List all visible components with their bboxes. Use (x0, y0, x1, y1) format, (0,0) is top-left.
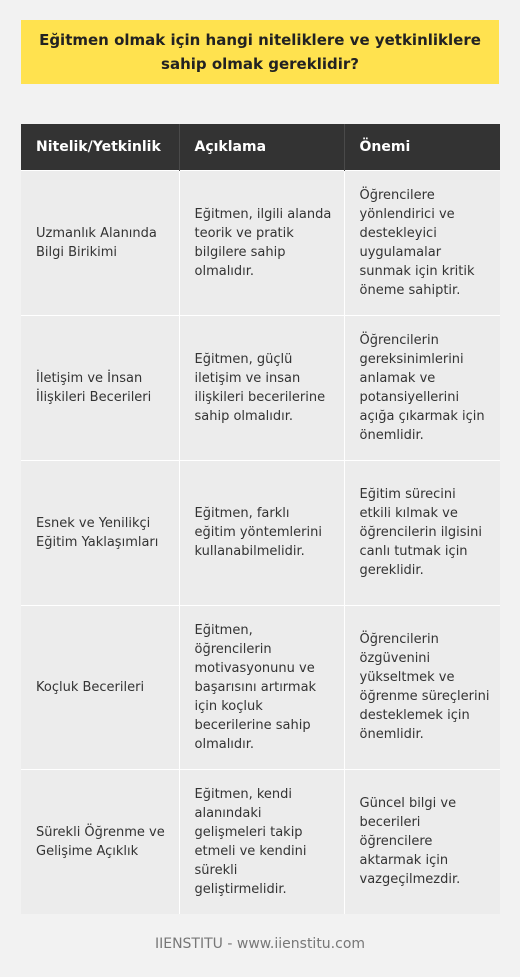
footer-credit: IIENSTITU - www.iienstitu.com (154, 936, 366, 952)
page-title: Eğitmen olmak için hangi niteliklere ve yetkinliklere sahip olmak gereklidir? (39, 31, 481, 73)
table-row (21, 315, 500, 460)
cell-importance: Öğrencilerin özgüvenini yükseltmek ve öğrenme süreçlerini desteklemek için önemlidir. (344, 605, 500, 769)
qualifications-table-container (21, 124, 500, 914)
cell-importance: Eğitim sürecini etkili kılmak ve öğrencilerin ilgisini canlı tutmak için gereklidir. (344, 460, 500, 605)
cell-description: Eğitmen, güçlü iletişim ve insan ilişkileri becerilerine sahip olmalıdır. (179, 315, 344, 460)
cell-qualification: Uzmanlık Alanında Bilgi Birikimi (21, 170, 179, 315)
column-header-qualification: Nitelik/Yetkinlik (21, 124, 179, 170)
cell-description: Eğitmen, öğrencilerin motivasyonunu ve başarısını artırmak için koçluk becerilerine sahip olmalıdır. (179, 605, 344, 769)
table-row (21, 605, 500, 769)
cell-qualification: Esnek ve Yenilikçi Eğitim Yaklaşımları (21, 460, 179, 605)
cell-description: Eğitmen, farklı eğitim yöntemlerini kullanabilmelidir. (179, 460, 344, 605)
table-row (21, 769, 500, 914)
cell-description: Eğitmen, ilgili alanda teorik ve pratik bilgilere sahip olmalıdır. (179, 170, 344, 315)
table-header-row (21, 124, 500, 170)
table-header (21, 124, 500, 170)
qualifications-table (21, 124, 500, 914)
cell-importance: Öğrencilere yönlendirici ve destekleyici uygulamalar sunmak için kritik öneme sahiptir. (344, 170, 500, 315)
column-header-description: Açıklama (179, 124, 344, 170)
column-header-importance: Önemi (344, 124, 500, 170)
table-row (21, 460, 500, 605)
cell-qualification: Koçluk Becerileri (21, 605, 179, 769)
title-banner (21, 20, 499, 84)
cell-qualification: Sürekli Öğrenme ve Gelişime Açıklık (21, 769, 179, 914)
cell-qualification: İletişim ve İnsan İlişkileri Becerileri (21, 315, 179, 460)
table-body (21, 170, 500, 914)
cell-importance: Öğrencilerin gereksinimlerini anlamak ve potansiyellerini açığa çıkarmak için önemlidir. (344, 315, 500, 460)
cell-importance: Güncel bilgi ve becerileri öğrencilere aktarmak için vazgeçilmezdir. (344, 769, 500, 914)
table-row (21, 170, 500, 315)
cell-description: Eğitmen, kendi alanındaki gelişmeleri takip etmeli ve kendini sürekli geliştirmelidir. (179, 769, 344, 914)
